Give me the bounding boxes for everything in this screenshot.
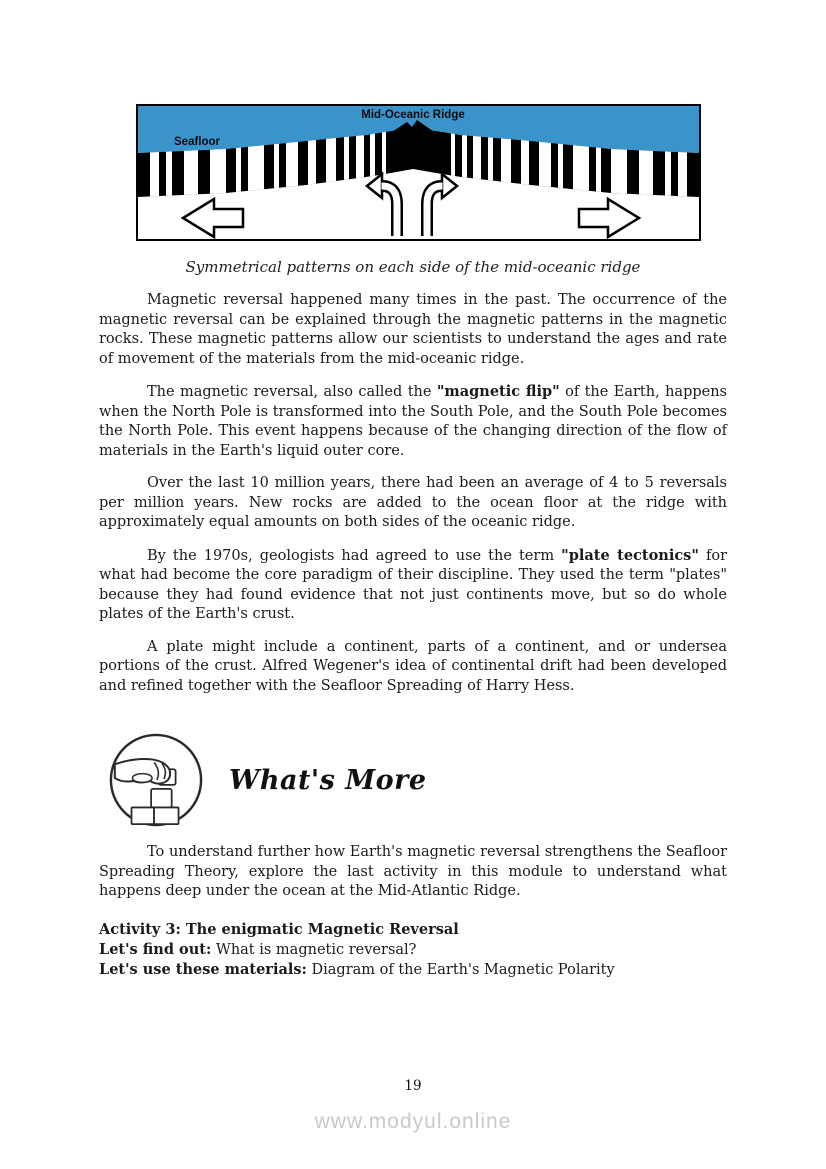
paragraph-text: of the Earth, happens when the North Pole is transformed into the South Pole, and the South Pole becomes the North Pole. This event happens because of the changing direction of the flow of materials in the Earth's liquid outer core. [99, 384, 727, 459]
paragraph [99, 382, 727, 461]
materials-label: Let's use these materials: [99, 961, 307, 978]
bold-term: "plate tectonics" [561, 546, 699, 564]
whats-more-intro [99, 843, 727, 915]
whats-more-section-header [107, 731, 427, 829]
page-number: 19 [404, 1078, 422, 1094]
whats-more-heading: What's More [229, 764, 427, 796]
paragraph-text: The magnetic reversal, also called the [147, 384, 437, 400]
paragraph: Magnetic reversal happened many times in the past. The occurrence of the magnetic reversal can be explained through the magnetic patterns in the magnetic rocks. These magnetic patterns allow our scientists to understand the ages and rate of movement of the materials from the mid-oceanic ridge. [99, 292, 727, 367]
activity-find-out-line [99, 940, 727, 961]
paragraph: A plate might include a continent, parts of a continent, and or undersea portions of the crust. Alfred Wegener's idea of continental drift had been developed and refined together with the Seafloor Spreading of Harry Hess. [99, 638, 727, 694]
ridge-label: Mid-Oceanic Ridge [361, 109, 465, 121]
bold-term: "magnetic flip" [436, 383, 560, 400]
watermark: www.modyul.online [314, 1110, 512, 1133]
body-text [99, 291, 727, 709]
hand-stacking-blocks-icon [107, 731, 205, 829]
find-out-label: Let's find out: [99, 940, 212, 958]
mid-oceanic-ridge-diagram [136, 104, 701, 241]
materials-text: Diagram of the Earth's Magnetic Polarity [306, 962, 615, 978]
find-out-text: What is magnetic reversal? [211, 941, 417, 958]
paragraph [99, 546, 727, 625]
paragraph: Over the last 10 million years, there had been an average of 4 to 5 reversals per million years. New rocks are added to the ocean floor at the ridge with approximately equal amounts on both sides of the oceanic ridge. [99, 475, 727, 530]
paragraph-text: for what had become the core paradigm of their discipline. They used the term "plates" because they had found evidence that not just continents move, but so do whole plates of the Earth's crust. [99, 547, 728, 622]
activity-title: Activity 3: The enigmatic Magnetic Reversal [99, 921, 459, 938]
activity-materials-line [99, 960, 727, 981]
activity-3-block [99, 920, 727, 981]
paragraph-text: By the 1970s, geologists had agreed to use the term [147, 547, 562, 564]
mid-oceanic-ridge-figure [136, 104, 701, 245]
paragraph: To understand further how Earth's magnetic reversal strengthens the Seafloor Spreading Theory, explore the last activity in this module to understand what happens deep under the ocean at the Mid-Atlantic Ridge. [99, 844, 727, 899]
seafloor-label: Seafloor [174, 136, 221, 148]
figure-caption: Symmetrical patterns on each side of the mid-oceanic ridge [185, 258, 641, 276]
